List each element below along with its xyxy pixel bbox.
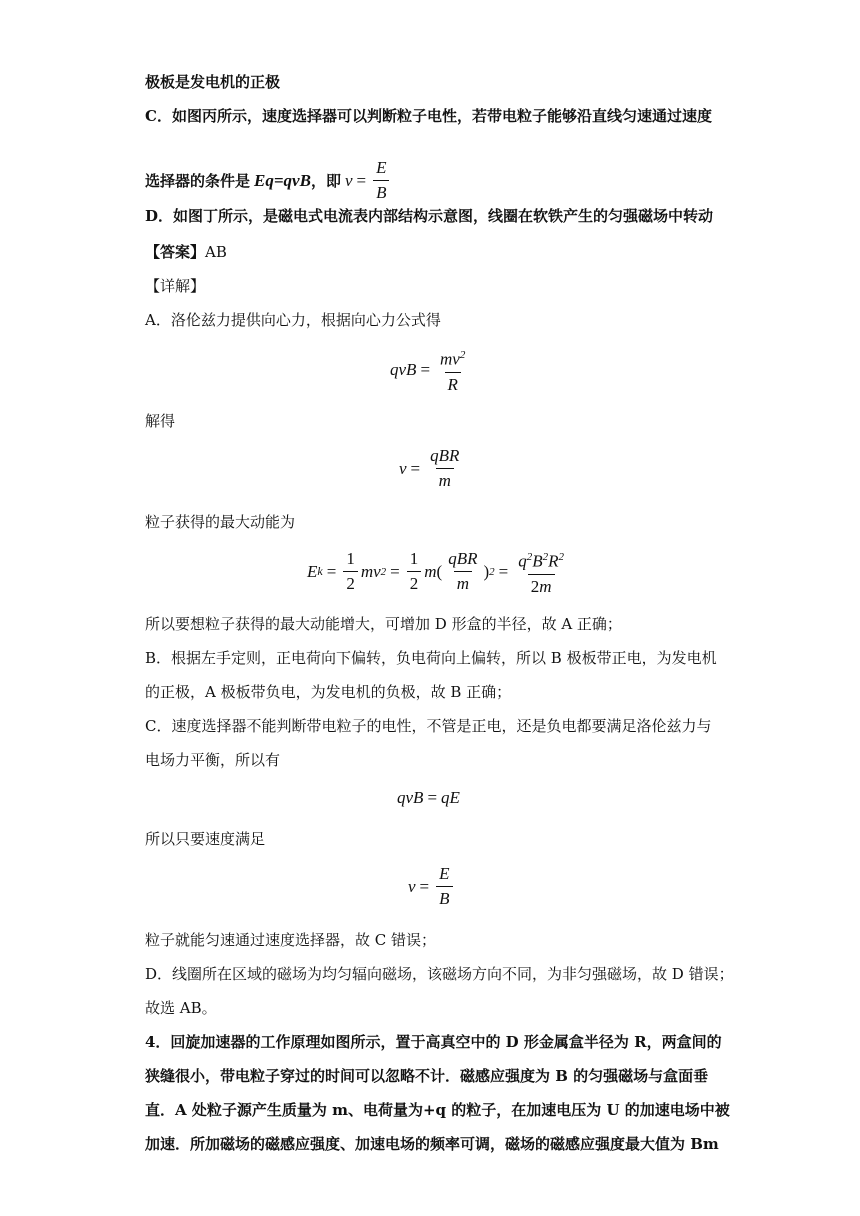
equation-qvb-mv2r: qvB = $\frac{mv^2}{R}$ [390,349,466,394]
question-4-line2: 狭缝很小，带电粒子穿过的时间可以忽略不计．磁感应强度为 B 的匀强磁场与盒面垂 [145,1067,709,1085]
detail-c-line3: 所以只要速度满足 [145,830,266,848]
question-4-line4: 加速．所加磁场的磁感应强度、加速电场的频率可调，磁场的磁感应强度最大值为 Bm [145,1135,719,1153]
equation-v-e-b: v = $\frac{E}{B}$ [408,864,456,909]
solve-label: 解得 [145,412,176,430]
detail-d-line: D．线圈所在区域的磁场为均匀辐向磁场，该磁场方向不同，为非匀强磁场，故 D 错误； [145,965,734,983]
detail-a-conclusion: 所以要想粒子获得的最大动能增大，可增加 D 形盒的半径，故 A 正确； [145,615,622,633]
question-4-line1: 4．回旋加速器的工作原理如图所示，置于高真空中的 D 形金属盒半径为 R，两盒间的 [145,1033,722,1051]
detail-c-line4: 粒子就能匀速通过速度选择器，故 C 错误； [145,931,437,949]
detail-c-line1: C．速度选择器不能判断带电粒子的电性，不管是正电，还是负电都要满足洛伦兹力与 [145,717,712,735]
detail-a-intro: A．洛伦兹力提供向心力，根据向心力公式得 [145,311,441,329]
answer-line [145,241,227,263]
detail-label: 【详解】 [145,277,206,295]
equation-v-qbr-m: v = $\frac{\text{qBR}}{m}$ [399,446,460,490]
option-d: D．如图丁所示，是磁电式电流表内部结构示意图，线圈在软铁产生的匀强磁场中转动 [145,207,714,225]
equation-qvb-qe: qvB = qE [397,788,460,807]
answer-label: 【答案】 [145,243,206,261]
detail-b-line2: 的正极，A 极板带负电，为发电机的负极，故 B 正确； [145,683,512,701]
option-c-condition [145,158,392,203]
answer-value: AB [205,243,227,261]
max-ek-label: 粒子获得的最大动能为 [145,513,296,531]
choice-line: 故选 AB。 [145,999,217,1017]
text-span: ，即 [310,171,341,190]
text-line: 极板是发电机的正极 [145,73,281,91]
question-4-line3: 直．A 处粒子源产生质量为 m、电荷量为+q 的粒子，在加速电压为 U 的加速电场中被 [145,1101,730,1119]
detail-b-line1: B．根据左手定则，正电荷向下偏转，负电荷向上偏转，所以 B 极板带正电，为发电机 [145,649,717,667]
option-c: C．如图丙所示，速度选择器可以判断粒子电性，若带电粒子能够沿直线匀速通过速度 [145,107,712,125]
text-span: 选择器的条件是 [145,171,251,190]
equation-kinetic-energy: E k = $\frac{1}{2}$ mv 2 = $\frac{1}{2}$ m ( $\frac{\text{qBR}}{m}$ ) 2 = $\frac{q^2B^2R^2}{2m}$ [307,549,565,596]
detail-c-line2: 电场力平衡，所以有 [145,751,281,769]
velocity-formula: v = $\frac{E}{B}$ [345,158,393,203]
condition-formula: Eq=qvB [254,170,311,190]
